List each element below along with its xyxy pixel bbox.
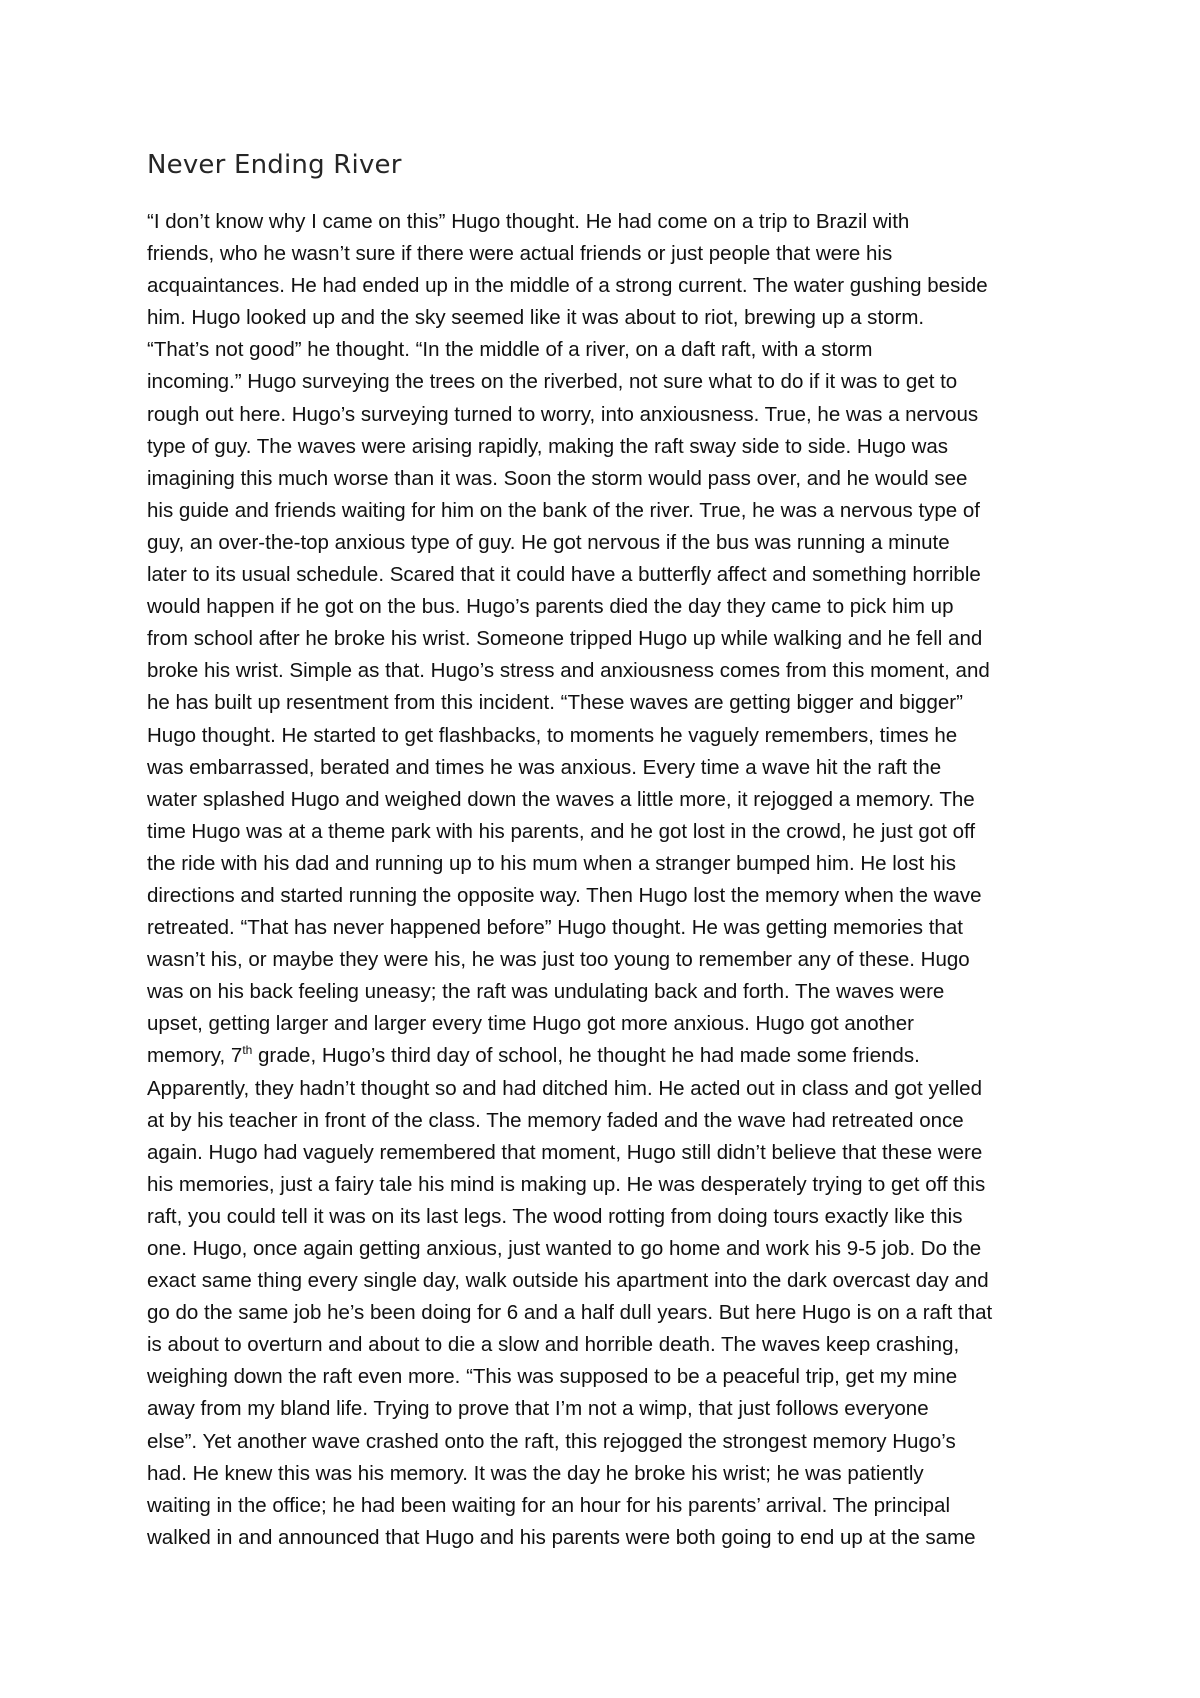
text-line: go do the same job he’s been doing for 6 and a half dull years. But here Hugo is on a raft that: [147, 1301, 993, 1325]
text-line: would happen if he got on the bus. Hugo’s parents died the day they came to pick him up: [147, 595, 954, 619]
text-line: wasn’t his, or maybe they were his, he was just too young to remember any of these. Hugo: [147, 948, 970, 972]
text-line: “That’s not good” he thought. “In the middle of a river, on a daft raft, with a storm: [147, 338, 873, 362]
text-line: Hugo thought. He started to get flashbacks, to moments he vaguely remembers, times he: [147, 723, 958, 747]
text-line: is about to overturn and about to die a slow and horrible death. The waves keep crashing,: [147, 1333, 960, 1357]
text-line: acquaintances. He had ended up in the middle of a strong current. The water gushing beside: [147, 274, 988, 298]
text-line: from school after he broke his wrist. Someone tripped Hugo up while walking and he fell and: [147, 627, 983, 651]
text-line: his guide and friends waiting for him on the bank of the river. True, he was a nervous type of: [147, 498, 981, 522]
text-line-with-superscript: [147, 1040, 1067, 1072]
text-line: at by his teacher in front of the class. The memory faded and the wave had retreated once: [147, 1108, 964, 1132]
text-line: had. He knew this was his memory. It was the day he broke his wrist; he was patiently: [147, 1461, 924, 1485]
text-line: incoming.” Hugo surveying the trees on the riverbed, not sure what to do if it was to get to: [147, 370, 958, 394]
text-line: was on his back feeling uneasy; the raft was undulating back and forth. The waves were: [147, 980, 945, 1004]
text-line: one. Hugo, once again getting anxious, just wanted to go home and work his 9-5 job. Do the: [147, 1237, 982, 1260]
text-line: type of guy. The waves were arising rapidly, making the raft sway side to side. Hugo was: [147, 434, 949, 458]
text-line: water splashed Hugo and weighed down the waves a little more, it rejogged a memory. The: [147, 787, 975, 811]
text-line: the ride with his dad and running up to his mum when a stranger bumped him. He lost his: [147, 851, 957, 875]
story-body: [147, 206, 1067, 1554]
text-line: away from my bland life. Trying to prove that I’m not a wimp, that just follows everyone: [147, 1397, 929, 1421]
text-line: friends, who he wasn’t sure if there were actual friends or just people that were his: [147, 242, 893, 266]
text-line: directions and started running the opposite way. Then Hugo lost the memory when the wave: [147, 883, 982, 907]
document-title: Never Ending River: [147, 150, 402, 180]
text-line: imagining this much worse than it was. Soon the storm would pass over, and he would see: [147, 466, 968, 490]
text-line: again. Hugo had vaguely remembered that moment, Hugo still didn’t believe that these were: [147, 1140, 983, 1164]
text-line: guy, an over-the-top anxious type of guy. He got nervous if the bus was running a minute: [147, 530, 950, 554]
text-line: waiting in the office; he had been waiting for an hour for his parents’ arrival. The principal: [147, 1493, 951, 1517]
text-line: his memories, just a fairy tale his mind is making up. He was desperately trying to get off this: [147, 1172, 986, 1196]
memory-suffix: grade, Hugo’s third day of school, he thought he had made some friends.: [252, 1044, 920, 1068]
text-line: was embarrassed, berated and times he was anxious. Every time a wave hit the raft the: [147, 755, 942, 779]
text-line: he has built up resentment from this incident. “These waves are getting bigger and bigger”: [147, 691, 963, 715]
text-line: him. Hugo looked up and the sky seemed like it was about to riot, brewing up a storm.: [147, 306, 925, 330]
text-line: rough out here. Hugo’s surveying turned to worry, into anxiousness. True, he was a nervous: [147, 402, 979, 426]
text-line: retreated. “That has never happened before” Hugo thought. He was getting memories that: [147, 916, 963, 940]
text-line: exact same thing every single day, walk outside his apartment into the dark overcast day and: [147, 1269, 989, 1293]
text-line: weighing down the raft even more. “This was supposed to be a peaceful trip, get my mine: [147, 1365, 958, 1389]
text-line: upset, getting larger and larger every time Hugo got more anxious. Hugo got another: [147, 1012, 914, 1036]
text-line: Apparently, they hadn’t thought so and had ditched him. He acted out in class and got yelled: [147, 1076, 982, 1100]
text-line: time Hugo was at a theme park with his parents, and he got lost in the crowd, he just got off: [147, 819, 976, 843]
text-line: later to its usual schedule. Scared that it could have a butterfly affect and something horrible: [147, 563, 981, 587]
text-line: walked in and announced that Hugo and his parents were both going to end up at the same: [147, 1525, 976, 1549]
memory-prefix: memory, 7: [147, 1044, 243, 1068]
ordinal-superscript: th: [242, 1042, 253, 1057]
text-line: else”. Yet another wave crashed onto the raft, this rejogged the strongest memory Hugo’s: [147, 1429, 956, 1453]
text-line: raft, you could tell it was on its last legs. The wood rotting from doing tours exactly like this: [147, 1204, 963, 1228]
text-line: “I don’t know why I came on this” Hugo thought. He had come on a trip to Brazil with: [147, 210, 910, 233]
text-line: broke his wrist. Simple as that. Hugo’s stress and anxiousness comes from this moment, and: [147, 659, 990, 683]
